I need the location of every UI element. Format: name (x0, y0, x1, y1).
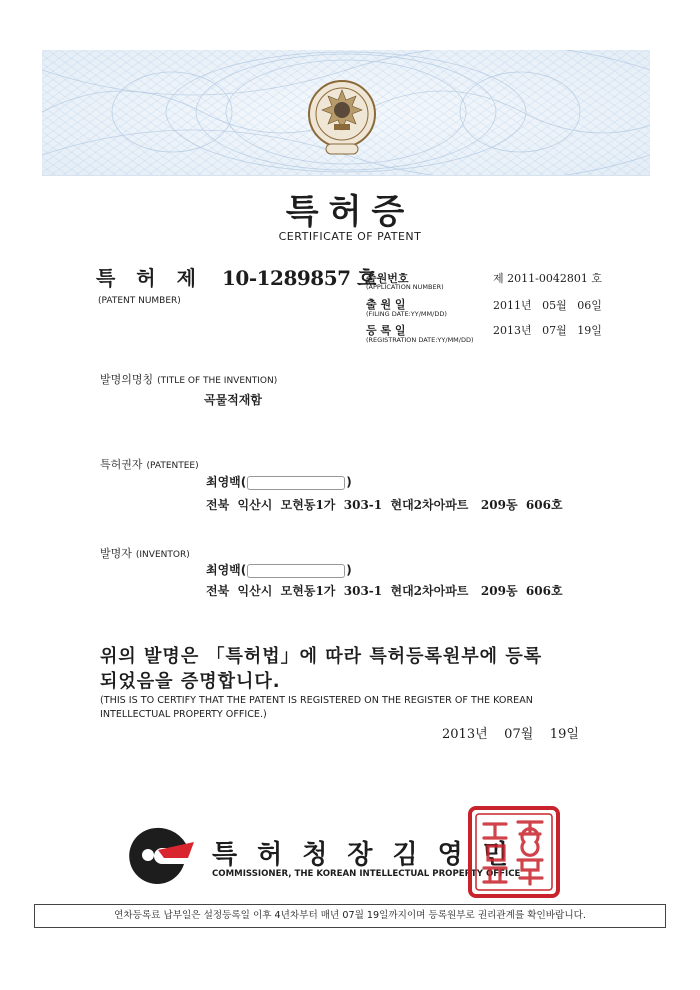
registration-date-label-en: (REGISTRATION DATE:YY/MM/DD) (366, 336, 474, 344)
inventor-label-en: (INVENTOR) (135, 550, 190, 560)
certification-statement-line1: 위의 발명은 「특허법」에 따라 특허등록원부에 등록 (100, 646, 543, 667)
inventor-label-ko: 발명자 (100, 547, 132, 560)
certification-statement-line2: 되었음을 증명합니다. (100, 671, 281, 692)
invention-title-label-en: (TITLE OF THE INVENTION) (157, 376, 278, 386)
inventor-name-close: ) (346, 563, 352, 577)
certificate-title: 특허증 (285, 192, 415, 232)
patentee-label-ko: 특허권자 (100, 458, 143, 471)
invention-title-label (100, 371, 277, 387)
registration-date-label: 등 록 일 (366, 324, 406, 337)
filing-date: 2011년 05월 06일 (493, 299, 602, 312)
application-number-label: 출원번호 (366, 272, 409, 285)
footer-note: 연차등록료 납부일은 설정등록일 이후 4년차부터 매년 07월 19일까지이며 등록원부로 권리관계를 확인바랍니다. (34, 904, 666, 928)
official-seal-icon (466, 804, 562, 900)
patentee-label-en: (PATENTEE) (146, 461, 199, 471)
redacted-box (247, 564, 345, 578)
certificate-title-en: CERTIFICATE OF PATENT (278, 230, 422, 243)
invention-title: 곡물적재함 (204, 393, 262, 407)
patent-number-label-en: (PATENT NUMBER) (98, 296, 181, 306)
inventor-label (100, 545, 190, 561)
patentee-name-close: ) (346, 475, 352, 489)
patentee-name-text: 최영백( (206, 475, 247, 489)
redacted-box (247, 476, 345, 490)
application-number-label-en: (APPLICATION NUMBER) (366, 283, 444, 291)
registration-date: 2013년 07월 19일 (493, 324, 602, 337)
patent-number: 10-1289857 호 (222, 266, 376, 290)
patentee-name (206, 473, 352, 490)
inventor-name-text: 최영백( (206, 563, 247, 577)
inventor-address: 전북 익산시 모현동1가 303-1 현대2차아파트 209동 606호 (206, 584, 563, 598)
filing-date-label-en: (FILING DATE:YY/MM/DD) (366, 310, 447, 318)
patent-number-label: 특 허 제 (96, 266, 196, 290)
commissioner-title-en: COMMISSIONER, THE KOREAN INTELLECTUAL PROPERTY OFFICE (212, 869, 521, 879)
issue-date: 2013년 07월 19일 (442, 727, 579, 742)
application-number: 제 2011-0042801 호 (493, 272, 602, 285)
patentee-address: 전북 익산시 모현동1가 303-1 현대2차아파트 209동 606호 (206, 498, 563, 512)
national-emblem-icon (306, 78, 378, 158)
filing-date-label: 출 원 일 (366, 298, 406, 311)
commissioner-name: 특허청장김영민 (212, 840, 528, 870)
kipo-logo-icon (118, 824, 196, 886)
certification-statement-en: (THIS IS TO CERTIFY THAT THE PATENT IS REGISTERED ON THE REGISTER OF THE KOREAN INTELLECTUAL PROPERTY OFFICE.) (100, 695, 533, 720)
invention-title-label-ko: 발명의명칭 (100, 373, 154, 386)
patentee-label (100, 456, 199, 472)
inventor-name (206, 561, 352, 578)
